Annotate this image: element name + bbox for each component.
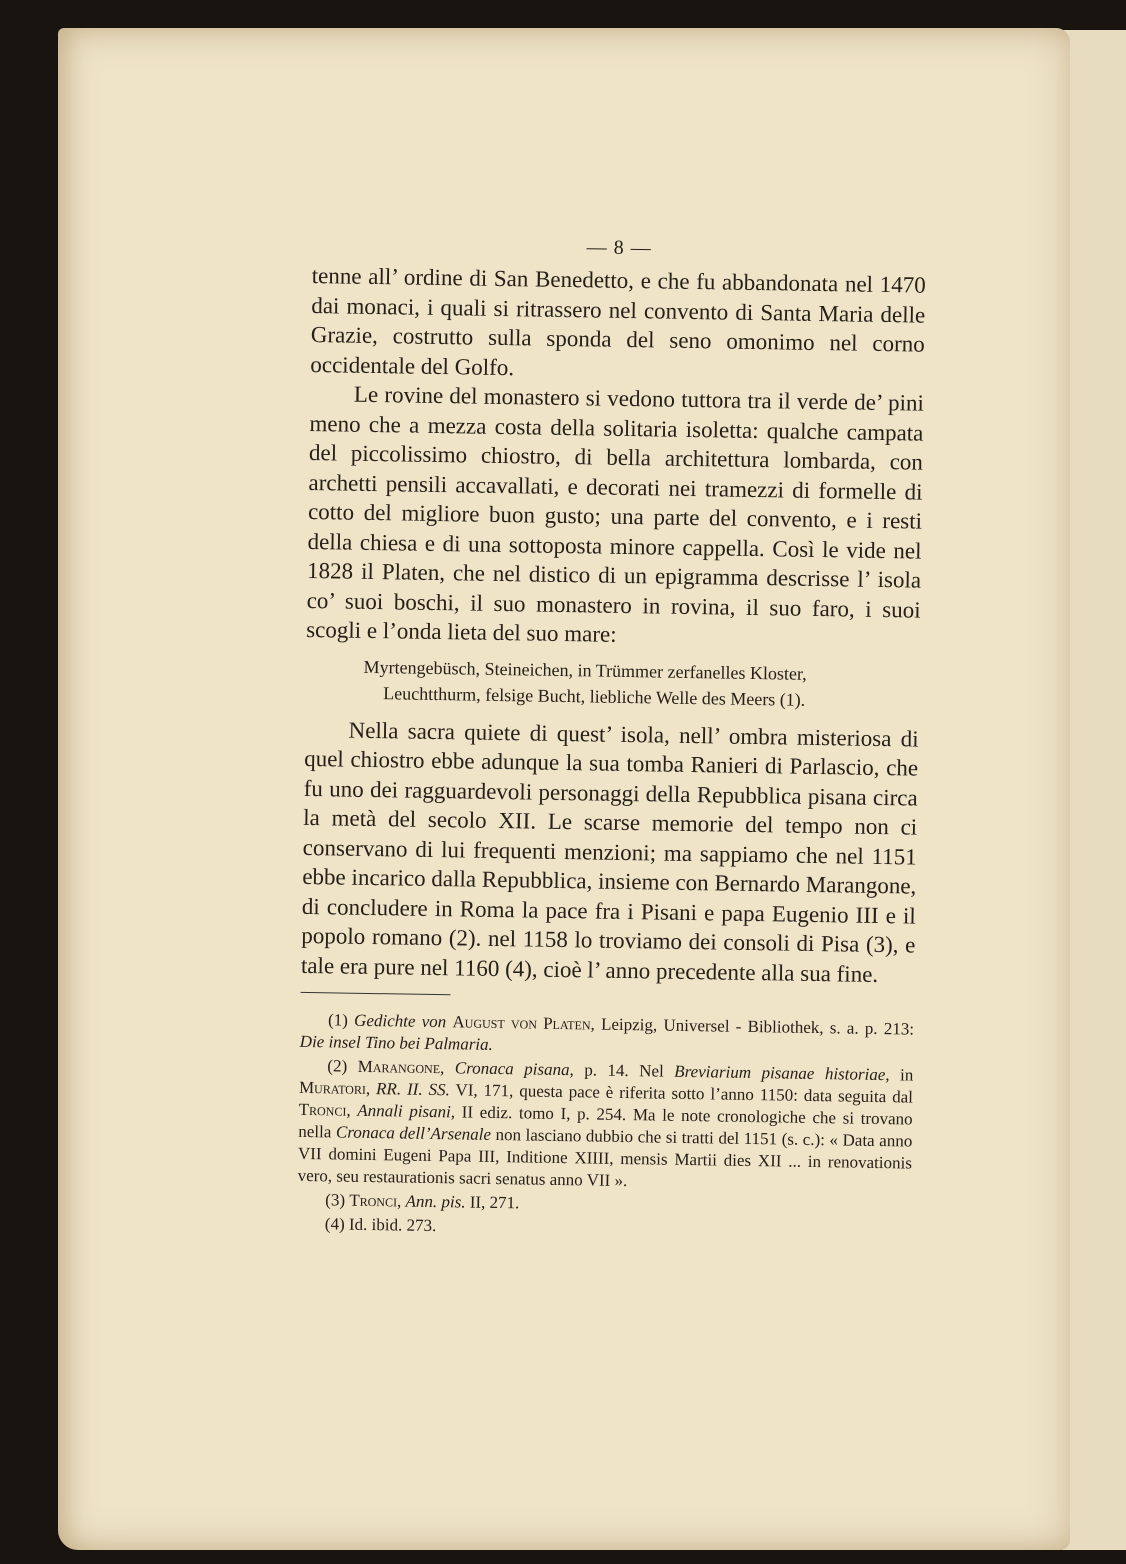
footnote-1-number: (1) — [327, 1010, 349, 1030]
footnote-2-text-n: II ediz. tomo I, p. 254. Ma le note cronologiche che si trovano nella — [298, 1102, 913, 1142]
page-number: — 8 — — [586, 236, 652, 260]
footnote-4-number: (4) — [324, 1214, 345, 1234]
footnote-2-title-5: Cronaca dell’Arsenale — [335, 1122, 492, 1144]
footnote-3-text-d: II, 271. — [469, 1192, 520, 1213]
footnote-2-text-d: p. 14. Nel — [584, 1060, 664, 1081]
footnote-2-author-3: Tronci — [298, 1099, 347, 1120]
footnote-2-title-3: RR. II. SS. — [375, 1079, 451, 1100]
footnote-1-title: Die insel Tino bei Palmaria. — [299, 1031, 494, 1054]
footnote-2-text-l: , — [346, 1100, 351, 1120]
footnote-2-text-p: non lasciano dubbio che si tratti del 1151 (s. c.): « Data anno VII domini Eugeni Papa III, Inditione XIIII, mensis Martii dies XII ... in renovationis vero, seu restaurationis sacri senatus anno VII ». — [297, 1124, 913, 1191]
footnote-4-text: Id. ibid. 273. — [348, 1214, 437, 1236]
footnote-2-number: (2) — [327, 1056, 348, 1076]
paragraph-2: Le rovine del monastero si vedono tuttora tra il verde de’ pini meno che a mezza costa della solitaria isoletta: qualche campata del piccolissimo chiostro, di bella architettura lombarda, con archetti pensili accavallati, e decorati nei tramezzi di formelle di cotto del migliore buon gusto; una parte del convento, e i resti della chiesa e di una sottoposta minore cappella. Così le vide nel 1828 il Platen, che nel distico di un epigramma descrisse l’ isola co’ suoi boschi, il suo monastero in rovina, il suo faro, i suoi scogli e l’onda lieta del suo mare: — [306, 381, 925, 647]
footnote-1-text-a: Gedichte von — [353, 1010, 447, 1032]
footnote-1-text-c: , Leipzig, Universel - Bibliothek, s. a. p. 213: — [590, 1014, 915, 1039]
verse-quote — [305, 652, 920, 714]
footnote-divider — [301, 992, 451, 995]
paragraph-3: Nella sacra quiete di quest’ isola, nell’ ombra misteriosa di quel chiostro ebbe adunque la sua tomba Ranieri di Parlascio, che fu uno dei ragguardevoli personaggi della Repubblica pisana circa la metà del secolo XII. Le scarse memorie del tempo non ci conservano di lui frequenti menzioni; ma sappiamo che nel 1151 ebbe incarico dalla Repubblica, insieme con Bernardo Marangone, di concludere in Roma la pace fra i Pisani e papa Eugenio III e il popolo romano (2). nel 1158 lo troviamo dei consoli di Pisa (3), e tale era pure nel 1160 (4), cioè l’ anno precedente alla sua fine. — [300, 717, 919, 987]
footnote-2-title-4: Annali pisani, — [357, 1100, 456, 1122]
page-content — [297, 236, 926, 1247]
footnote-3-title: Ann. pis. — [405, 1191, 466, 1212]
footnote-1 — [300, 1009, 915, 1063]
paragraph-1: tenne all’ ordine di San Benedetto, e che fu abbandonata nel 1470 dai monaci, i quali si ritrassero nel convento di Santa Maria delle Grazie, costrutto sulla sponda del seno omonimo nel corno occidentale del Golfo. — [310, 262, 926, 380]
footnote-2-text-b: , — [439, 1058, 445, 1078]
footnote-2-text-h: , — [365, 1078, 371, 1099]
footnote-3-number: (3) — [325, 1190, 346, 1210]
footnote-2-text-j: VI, 171, questa pace è riferita sotto l’anno 1150: data seguita dal — [455, 1080, 914, 1107]
verse-line-1: Myrtengebüsch, Steineichen, in Trümmer zerfanelles Kloster, — [363, 656, 807, 684]
footnote-3-text-b: , — [396, 1191, 402, 1211]
footnote-2-author-2: Muratori — [298, 1077, 367, 1098]
footnote-2 — [297, 1055, 913, 1197]
verse-line-2: Leuchtthurm, felsige Bucht, liebliche Welle des Meers (1). — [383, 682, 806, 710]
footnote-3-author: Tronci — [349, 1190, 398, 1211]
footnote-1-author: August von Platen — [452, 1012, 591, 1034]
footnote-2-title-2: Breviarium pisanae historiae, — [674, 1061, 890, 1085]
footnote-2-title-1: Cronaca pisana, — [454, 1058, 574, 1080]
footnote-2-author-1: Marangone — [357, 1056, 441, 1078]
footnote-2-text-f: in — [899, 1065, 914, 1085]
